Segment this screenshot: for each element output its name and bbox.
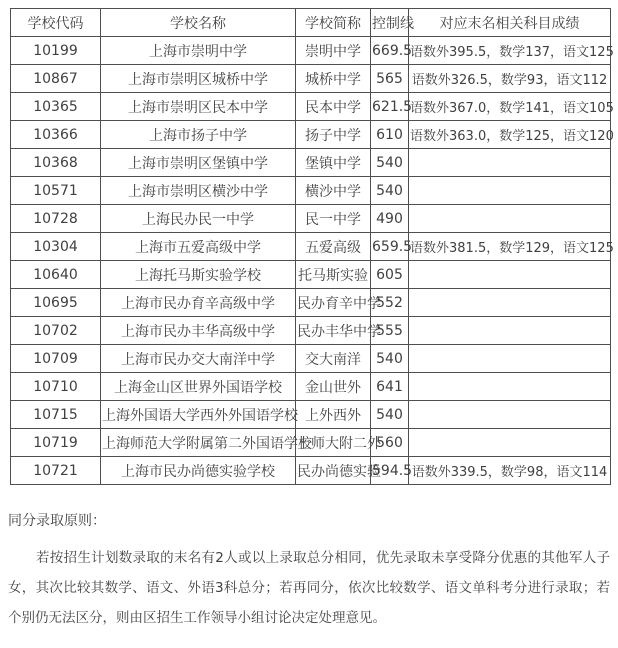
school-code-cell: 10702 <box>11 317 101 345</box>
school-name-cell: 上海金山区世界外国语学校 <box>101 373 296 401</box>
school-short-name-cell: 民办育辛中学 <box>296 289 371 317</box>
school-code-cell: 10710 <box>11 373 101 401</box>
column-header: 学校名称 <box>101 9 296 37</box>
school-code-cell: 10695 <box>11 289 101 317</box>
table-row <box>11 457 611 485</box>
table-row <box>11 149 611 177</box>
table-row <box>11 429 611 457</box>
school-code-cell: 10304 <box>11 233 101 261</box>
subject-scores-cell <box>409 149 611 177</box>
school-short-name-cell: 堡镇中学 <box>296 149 371 177</box>
subject-scores-cell: 语数外381.5，数学129，语文125 <box>409 233 611 261</box>
school-short-name-cell: 交大南洋 <box>296 345 371 373</box>
school-code-cell: 10867 <box>11 65 101 93</box>
control-line-cell: 621.5 <box>371 93 409 121</box>
school-name-cell: 上海市民办育辛高级中学 <box>101 289 296 317</box>
school-short-name-cell: 民办尚德实验 <box>296 457 371 485</box>
control-line-cell: 594.5 <box>371 457 409 485</box>
school-short-name-cell: 金山世外 <box>296 373 371 401</box>
control-line-cell: 659.5 <box>371 233 409 261</box>
control-line-cell: 540 <box>371 401 409 429</box>
subject-scores-cell: 语数外326.5，数学93，语文112 <box>409 65 611 93</box>
school-name-cell: 上海外国语大学西外外国语学校 <box>101 401 296 429</box>
table-row <box>11 121 611 149</box>
subject-scores-cell <box>409 205 611 233</box>
tie-break-title: 同分录取原则： <box>8 513 106 529</box>
school-name-cell: 上海市崇明区堡镇中学 <box>101 149 296 177</box>
school-short-name-cell: 托马斯实验 <box>296 261 371 289</box>
subject-scores-cell <box>409 177 611 205</box>
school-code-cell: 10365 <box>11 93 101 121</box>
subject-scores-cell <box>409 373 611 401</box>
control-line-cell: 540 <box>371 149 409 177</box>
subject-scores-cell <box>409 401 611 429</box>
school-code-cell: 10709 <box>11 345 101 373</box>
control-line-cell: 565 <box>371 65 409 93</box>
tie-break-section <box>8 510 610 633</box>
subject-scores-cell <box>409 429 611 457</box>
control-line-cell: 669.5 <box>371 37 409 65</box>
school-name-cell: 上海市民办尚德实验学校 <box>101 457 296 485</box>
column-header: 学校简称 <box>296 9 371 37</box>
school-name-cell: 上海市崇明区横沙中学 <box>101 177 296 205</box>
subject-scores-cell: 语数外363.0，数学125，语文120 <box>409 121 611 149</box>
control-line-cell: 540 <box>371 345 409 373</box>
table-row <box>11 93 611 121</box>
control-line-cell: 560 <box>371 429 409 457</box>
control-line-cell: 490 <box>371 205 409 233</box>
table-row <box>11 289 611 317</box>
school-name-cell: 上海市民办交大南洋中学 <box>101 345 296 373</box>
school-code-cell: 10199 <box>11 37 101 65</box>
school-short-name-cell: 城桥中学 <box>296 65 371 93</box>
subject-scores-cell <box>409 345 611 373</box>
school-short-name-cell: 民一中学 <box>296 205 371 233</box>
school-name-cell: 上海市崇明区城桥中学 <box>101 65 296 93</box>
control-line-cell: 641 <box>371 373 409 401</box>
school-name-cell: 上海市五爱高级中学 <box>101 233 296 261</box>
school-name-cell: 上海师范大学附属第二外国语学校 <box>101 429 296 457</box>
school-name-cell: 上海市扬子中学 <box>101 121 296 149</box>
control-line-cell: 610 <box>371 121 409 149</box>
school-code-cell: 10368 <box>11 149 101 177</box>
table-row <box>11 37 611 65</box>
table-row <box>11 233 611 261</box>
table-body <box>11 37 614 485</box>
school-name-cell: 上海民办民一中学 <box>101 205 296 233</box>
school-code-cell: 10721 <box>11 457 101 485</box>
column-header: 控制线 <box>371 9 409 37</box>
table-row <box>11 317 611 345</box>
column-header: 对应末名相关科目成绩 <box>409 9 611 37</box>
control-line-cell: 555 <box>371 317 409 345</box>
table-row <box>11 65 611 93</box>
subject-scores-cell <box>409 261 611 289</box>
school-short-name-cell: 民本中学 <box>296 93 371 121</box>
school-code-cell: 10640 <box>11 261 101 289</box>
school-short-name-cell: 崇明中学 <box>296 37 371 65</box>
school-short-name-cell: 五爱高级 <box>296 233 371 261</box>
subject-scores-cell <box>409 289 611 317</box>
control-line-cell: 605 <box>371 261 409 289</box>
school-short-name-cell: 上师大附二外 <box>296 429 371 457</box>
subject-scores-cell: 语数外395.5，数学137，语文125 <box>409 37 611 65</box>
column-header: 学校代码 <box>11 9 101 37</box>
table-row <box>11 261 611 289</box>
table-row <box>11 401 611 429</box>
subject-scores-cell <box>409 317 611 345</box>
school-name-cell: 上海市民办丰华高级中学 <box>101 317 296 345</box>
school-short-name-cell: 扬子中学 <box>296 121 371 149</box>
school-code-cell: 10366 <box>11 121 101 149</box>
school-name-cell: 上海托马斯实验学校 <box>101 261 296 289</box>
table-row <box>11 345 611 373</box>
school-code-cell: 10728 <box>11 205 101 233</box>
table-header-row <box>11 9 611 37</box>
tie-break-paragraph: 若按招生计划数录取的末名有2人或以上录取总分相同，优先录取未享受降分优惠的其他军人子女，其次比较其数学、语文、外语3科总分；若再同分，依次比较数学、语文单科考分进行录取；若个别仍无法区分，则由区招生工作领导小组讨论决定处理意见。 <box>8 550 610 626</box>
page <box>0 8 618 648</box>
table-row <box>11 373 611 401</box>
school-short-name-cell: 横沙中学 <box>296 177 371 205</box>
subject-scores-cell: 语数外367.0，数学141，语文105 <box>409 93 611 121</box>
table-row <box>11 177 611 205</box>
table-row <box>11 205 611 233</box>
school-short-name-cell: 上外西外 <box>296 401 371 429</box>
school-name-cell: 上海市崇明区民本中学 <box>101 93 296 121</box>
control-line-cell: 540 <box>371 177 409 205</box>
school-code-cell: 10715 <box>11 401 101 429</box>
school-code-cell: 10571 <box>11 177 101 205</box>
control-line-cell: 552 <box>371 289 409 317</box>
school-short-name-cell: 民办丰华中学 <box>296 317 371 345</box>
school-name-cell: 上海市崇明中学 <box>101 37 296 65</box>
school-code-cell: 10719 <box>11 429 101 457</box>
subject-scores-cell: 语数外339.5，数学98，语文114 <box>409 457 611 485</box>
admission-scores-table <box>10 8 614 485</box>
